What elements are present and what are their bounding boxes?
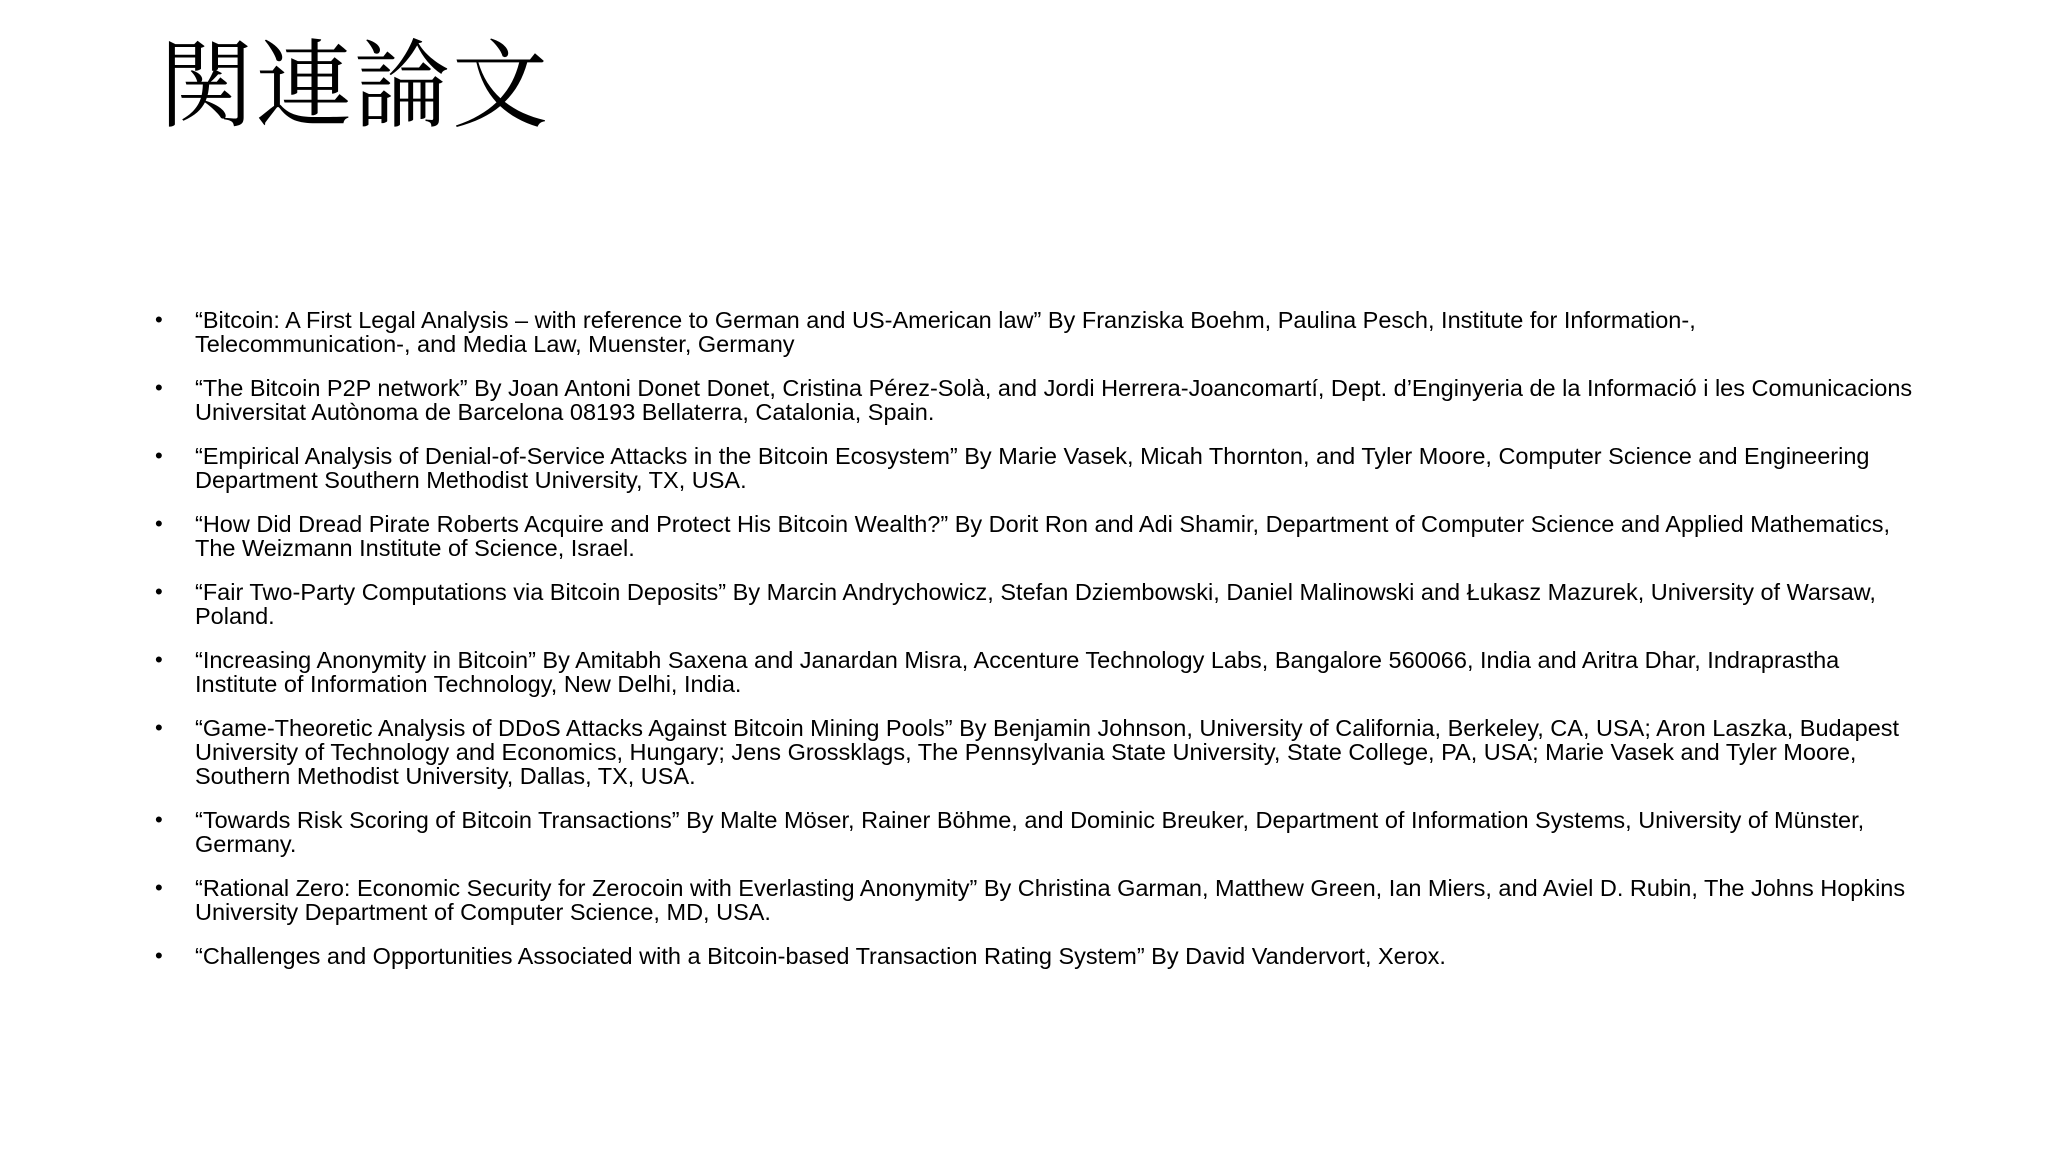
bullet-icon: • [155, 307, 163, 332]
reference-text: “Towards Risk Scoring of Bitcoin Transactions” By Malte Möser, Rainer Böhme, and Dominic Breuker, Department of Information Systems, University of Münster, Germany. [195, 807, 1865, 857]
reference-item [155, 944, 1915, 968]
bullet-icon: • [155, 579, 163, 604]
reference-text: “Challenges and Opportunities Associated with a Bitcoin-based Transaction Rating System” By David Vandervort, Xerox. [195, 943, 1446, 969]
bullet-icon: • [155, 943, 163, 968]
reference-text: “Bitcoin: A First Legal Analysis – with reference to German and US-American law” By Franziska Boehm, Paulina Pesch, Institute for Information-, Telecommunication-, and Media Law, Muenster, Germany [195, 307, 1696, 357]
reference-list [155, 308, 1915, 988]
reference-item [155, 580, 1915, 628]
reference-item [155, 716, 1915, 788]
bullet-icon: • [155, 715, 163, 740]
reference-text: “Fair Two-Party Computations via Bitcoin Deposits” By Marcin Andrychowicz, Stefan Dziembowski, Daniel Malinowski and Łukasz Mazurek, University of Warsaw, Poland. [195, 579, 1876, 629]
bullet-icon: • [155, 443, 163, 468]
reference-item [155, 648, 1915, 696]
bullet-icon: • [155, 647, 163, 672]
bullet-icon: • [155, 807, 163, 832]
reference-text: “Increasing Anonymity in Bitcoin” By Amitabh Saxena and Janardan Misra, Accenture Technology Labs, Bangalore 560066, India and Aritra Dhar, Indraprastha Institute of Information Technology, New Delhi, India. [195, 647, 1840, 697]
bullet-icon: • [155, 875, 163, 900]
reference-item [155, 808, 1915, 856]
reference-item [155, 512, 1915, 560]
reference-item [155, 876, 1915, 924]
reference-text: “Rational Zero: Economic Security for Zerocoin with Everlasting Anonymity” By Christina Garman, Matthew Green, Ian Miers, and Aviel D. Rubin, The Johns Hopkins University Department of Computer Science, MD, USA. [195, 875, 1906, 925]
reference-text: “How Did Dread Pirate Roberts Acquire and Protect His Bitcoin Wealth?” By Dorit Ron and Adi Shamir, Department of Computer Science and Applied Mathematics, The Weizmann Institute of Science, Israel. [195, 511, 1890, 561]
reference-item [155, 444, 1915, 492]
reference-item [155, 308, 1915, 356]
reference-text: “The Bitcoin P2P network” By Joan Antoni Donet Donet, Cristina Pérez-Solà, and Jordi Herrera-Joancomartí, Dept. d’Enginyeria de la Informació i les Comunicacions Universitat Autònoma de Barcelona 08193 Bellaterra, Catalonia, Spain. [195, 375, 1913, 425]
reference-text: “Empirical Analysis of Denial-of-Service Attacks in the Bitcoin Ecosystem” By Marie Vasek, Micah Thornton, and Tyler Moore, Computer Science and Engineering Department Southern Methodist University, TX, USA. [195, 443, 1870, 493]
bullet-icon: • [155, 375, 163, 400]
slide-title: 関連論文 [158, 30, 550, 142]
bullet-icon: • [155, 511, 163, 536]
reference-text: “Game-Theoretic Analysis of DDoS Attacks Against Bitcoin Mining Pools” By Benjamin Johnson, University of California, Berkeley, CA, USA; Aron Laszka, Budapest University of Technology and Economics, Hungary; Jens Grossklags, The Pennsylvania State University, State College, PA, USA; Marie Vasek and Tyler Moore, Southern Methodist University, Dallas, TX, USA. [195, 715, 1900, 789]
reference-item [155, 376, 1915, 424]
